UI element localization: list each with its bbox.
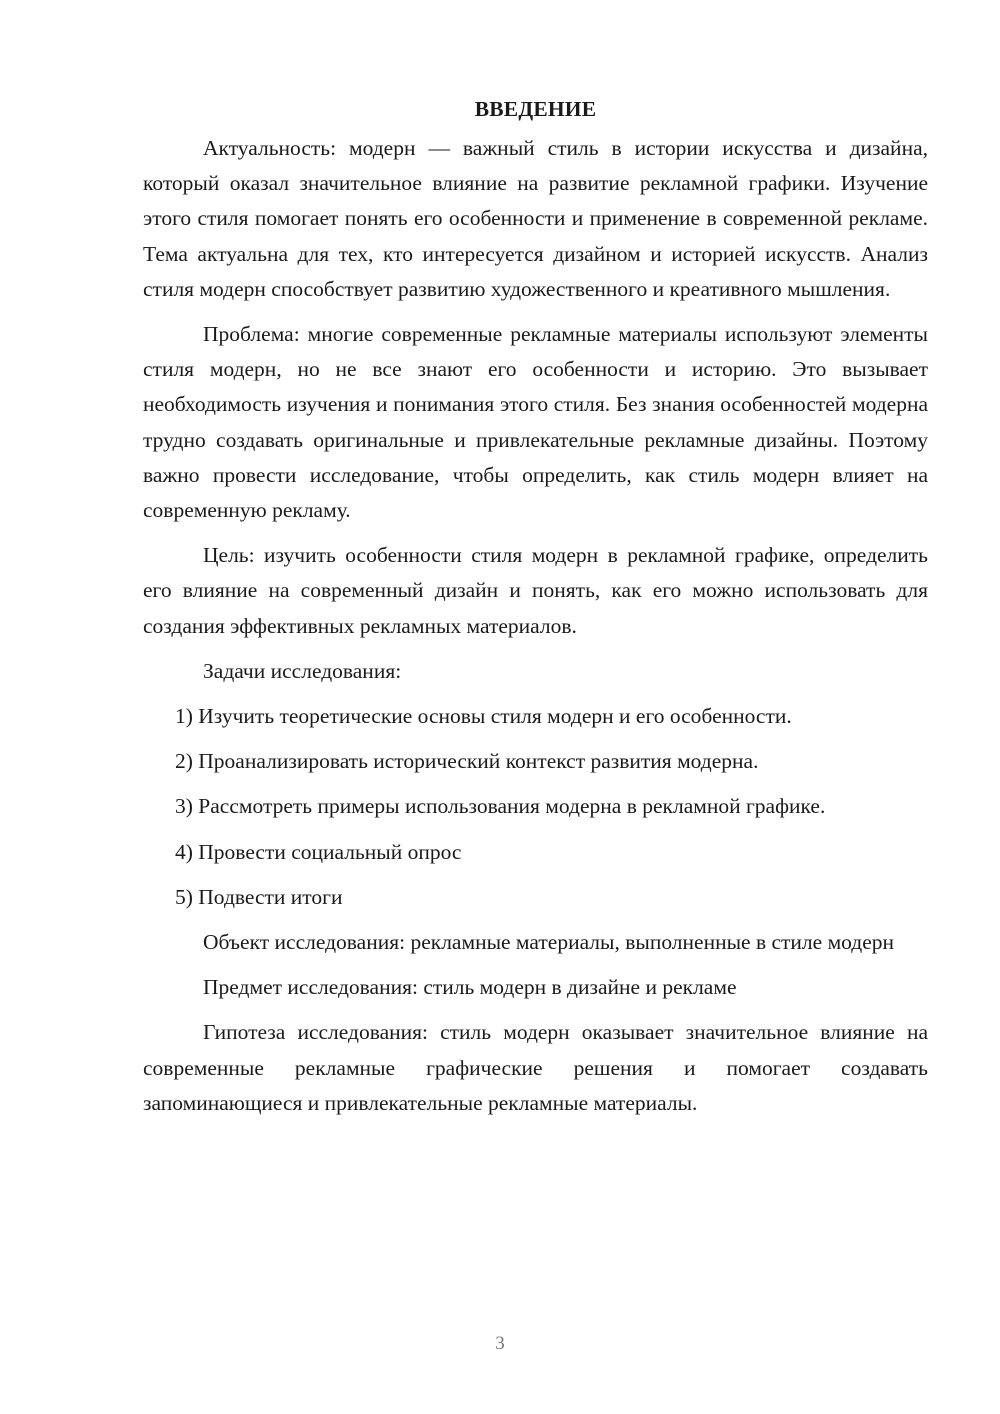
goal-paragraph: Цель: изучить особенности стиля модерн в рекламной графике, определить его влияние на современный дизайн и понять, как его можно использовать для создания эффективных рекламных материалов. [143,543,928,638]
tasks-heading: Задачи исследования: [203,658,402,683]
task-item-4: 4) Провести социальный опрос [175,839,462,864]
document-page [143,92,928,1131]
problem-paragraph: Проблема: многие современные рекламные материалы используют элементы стиля модерн, но не все знают его особенности и историю. Это вызывает необходимость изучения и понимания этого стиля. Без знания особенностей модерна трудно создавать оригинальные и привлекательные рекламные дизайны. Поэтому важно провести исследование, чтобы определить, как стиль модерн влияет на современную рекламу. [143,322,928,523]
task-item-1: 1) Изучить теоретические основы стиля модерн и его особенности. [175,704,792,729]
task-item-2: 2) Проанализировать исторический контекст развития модерна. [175,749,759,774]
subject-paragraph: Предмет исследования: стиль модерн в дизайне и рекламе [203,975,737,1000]
page-number: 3 [495,1333,505,1354]
object-paragraph: Объект исследования: рекламные материалы, выполненные в стиле модерн [203,930,895,955]
task-item-5: 5) Подвести итоги [175,884,343,909]
hypothesis-paragraph: Гипотеза исследования: стиль модерн оказывает значительное влияние на современные рекламные графические решения и помогает создавать запоминающиеся и привлекательные рекламные материалы. [143,1020,928,1115]
page-title: ВВЕДЕНИЕ [474,97,597,121]
relevance-paragraph: Актуальность: модерн — важный стиль в истории искусства и дизайна, который оказал значительное влияние на развитие рекламной графики. Изучение этого стиля помогает понять его особенности и применение в современной рекламе. Тема актуальна для тех, кто интересуется дизайном и историей искусств. Анализ стиля модерн способствует развитию художественного и креативного мышления. [143,136,928,301]
task-item-3: 3) Рассмотреть примеры использования модерна в рекламной графике. [175,794,826,819]
